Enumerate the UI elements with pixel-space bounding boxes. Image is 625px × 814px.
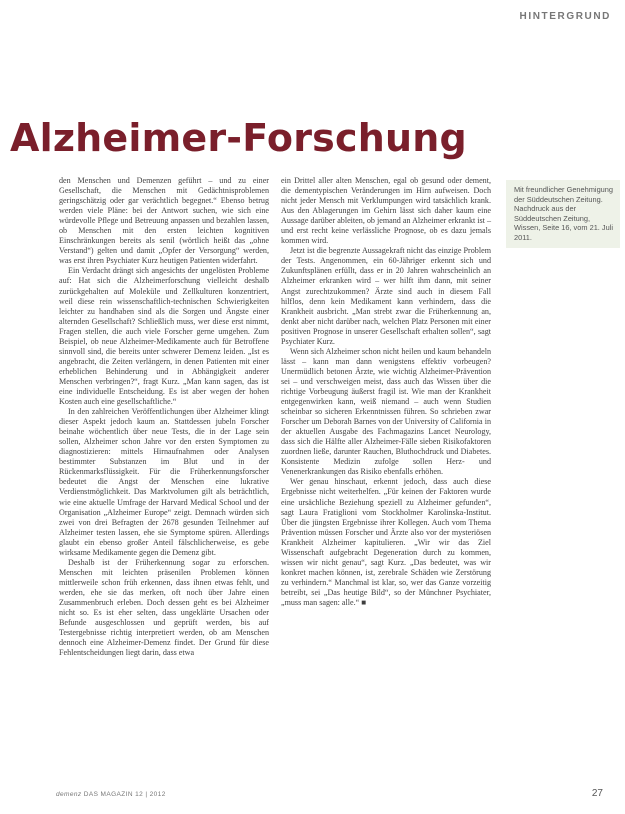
paragraph: Deshalb ist der Früherkennung sogar zu erforschen. Menschen mit leichten präsenilen Problemen können mittlerweile schon früh erkennen, dass ihnen etwas fehlt, und werden, ehe sie das merken, oft noch über Jahre einen Zusammenbruch erleben. Doch dessen geht es bei Alzheimer nicht so. Es ist eher selten, dass ungeklärte Ursachen oder Befunde ausgeschlossen und geprüft werden, bis auf Testergebnisse richtig interpretiert werden, ob am Menschen dennoch eine Alzheimer-Demenz findet. Der Grund für diese Fehlentscheidungen liegt darin, dass etwa — [59, 557, 269, 658]
magazine-name: demenz — [56, 791, 82, 798]
paragraph: ein Drittel aller alten Menschen, egal ob gesund oder dement, die dementypischen Veränderungen im Hirn aufweisen. Doch nicht jeder Mensch mit Verklumpungen wird tatsächlich krank. Aus den Ablagerungen im Gehirn lässt sich daher kaum eine Aussage darüber ableiten, ob jemand an Alzheimer erkrankt ist – und erst recht keine verlässliche Prognose, ob es dazu jemals kommen wird. — [281, 176, 491, 246]
issue-info: DAS MAGAZIN 12 | 2012 — [83, 791, 166, 798]
article-title: Alzheimer-Forschung — [10, 116, 467, 160]
paragraph: In den zahlreichen Veröffentlichungen über Alzheimer klingt dieser Aspekt jedoch kaum an. Stattdessen jubeln Forscher beinahe wöchentlich über neue Tests, die in der Lage sein sollen, Alzheimer schon Jahre vor den ersten Symptomen zu diagnostizieren: mittels Hirnaufnahmen oder Analysen bestimmter Substanzen im Blut und in der Rückenmarksflüssigkeit. Für die Früherkennungsforscher bedeutet die Angst der Menschen eine lukrative Verdienstmöglichkeit. Das Marktvolumen gilt als beträchtlich, wie eine aktuelle Umfrage der Harvard Medical School und der Organisation „Alzheimer Europe“ zeigt. Demnach würden sich zwei von drei Befragten der 2678 gesunden Teilnehmer auf Alzheimer testen lassen, ehe sie Symptome spüren. Allerdings glaubt ein ebenso großer Anteil fälschlicherweise, es gebe wirksame Medikamente gegen die Demenz gibt. — [59, 407, 269, 557]
article-column-2 — [281, 176, 491, 608]
article-column-1 — [59, 176, 269, 658]
paragraph: Ein Verdacht drängt sich angesichts der ungelösten Probleme auf: Hat sich die Alzheimerforschung vielleicht deshalb zurückgehalten auf Moleküle und Zellkulturen konzentriert, weil diese rein wissenschaftlich-technischen Schwierigkeiten leichter zu handhaben sind als die Sorgen und Ängste einer alternden Gesellschaft? Schließlich muss, wer diese erst nimmt, Fragen stellen, die auch viele Forscher gerne umgehen. Zum Beispiel, ob neue Alzheimer-Medikamente auch für Betroffene sinnvoll sind, die bereits unter schwerer Demenz leiden. „Ist es angebracht, die Zeiten verlängern, in denen Patienten mit einer erheblichen Behinderung und in Abhängigkeit anderer Menschen verbringen?“, fragt Kurz. „Man kann sagen, das ist eine individuelle Entscheidung. Es ist aber wegen der hohen Kosten auch eine gesellschaftliche.“ — [59, 266, 269, 407]
source-note: Mit freundlicher Genehmigung der Süddeutschen Zeitung. Nachdruck aus der Süddeutschen Zeitung, Wissen, Seite 16, vom 21. Juli 2011. — [506, 180, 620, 248]
paragraph: Jetzt ist die begrenzte Aussagekraft nicht das einzige Problem der Tests. Angenommen, ein 60-Jähriger erkennt sich und Zukunftsplänen erfüllt, dass er in 20 Jahren wahrscheinlich an Alzheimer erkranken wird – wer hilft ihm dann, mit seiner Angst zurechtzukommen? Ärzte sind auch in diesem Fall hilflos, denn kein Medikament kann verhindern, dass die Krankheit ausbricht. „Man strebt zwar die Früherkennung an, denkt aber nicht darüber nach, welchen Platz Personen mit einer positiven Prognose in unserer Gesellschaft erhalten sollen“, sagt Psychiater Kurz. — [281, 246, 491, 346]
page-number: 27 — [591, 788, 603, 799]
section-label: HINTERGRUND — [519, 11, 611, 22]
footer-magazine — [56, 791, 166, 798]
paragraph: Wer genau hinschaut, erkennt jedoch, dass auch diese Ergebnisse nicht weiterhelfen. „Für keinen der Faktoren wurde eine ursächliche Beziehung speziell zu Alzheimer gefunden“, sagt Laura Fratiglioni vom Stockholmer Karolinska-Institut. Über die jüngsten Ergebnisse ihrer Kollegen. Auch vom Thema Prävention müssen Forscher und Ärzte also vor der mysteriösen Krankheit Alzheimer kapitulieren. „Wir wir das Ziel Wissenschaft aufgebracht Degeneration durch zu kommen, wissen wir nicht genau“, sagt Kurz. „Das bedeutet, was wir konkret machen können, ist, zerebrale Schäden wie Zerstörung zu verhindern.“ Manchmal ist klar, so, wer das Ganze vorzeitig betreibt, sei „Das heutige Bild“, so der Münchner Psychiater, „muss man sagen: alle.“ ■ — [281, 477, 491, 607]
paragraph: Wenn sich Alzheimer schon nicht heilen und kaum behandeln lässt – kann man dann wenigstens effektiv vorbeugen? Unermüdlich betonen Ärzte, wie wichtig Alzheimer-Prävention sei – und verschweigen meist, dass auch das Wissen über die richtige Vorbeugung äußerst fragil ist. Wie man der Krankheit entgegenwirken kann, weiß niemand – auch wenn Studien scheinbar so sicheren Erkenntnissen führen. So schrieben zwar Forscher um Deborah Barnes von der University of California in der aktuellen Ausgabe des Fachmagazins Lancet Neurology, dass sich die Hälfte aller Alzheimer-Fälle sieben Risikofaktoren zuordnen ließe, darunter Rauchen, Bluthochdruck und Diabetes. Konsistente Medizin zufolge sollen Herz- und Venenerkrankungen das Risiko ebenfalls erhöhen. — [281, 346, 491, 477]
paragraph: den Menschen und Demenzen geführt – und zu einer Gesellschaft, die Menschen mit Gedächtnisproblemen geringschätzig oder gar verächtlich begegnet.“ Ebenso betrug werden viele Pläne: bei der Antwort suchen, wie sich eine würdevolle Pflege und Betreuung anpassen und bezahlen lassen, ob Menschen mit den ersten leichten kognitiven Einschränkungen bereits als senil (wörtlich heißt das „ohne Verstand“) gelten und damit „Opfer der Versorgung“ werden, was erst ihren Psychiater Kurz heutigen Patienten widerfahrt. — [59, 176, 269, 266]
